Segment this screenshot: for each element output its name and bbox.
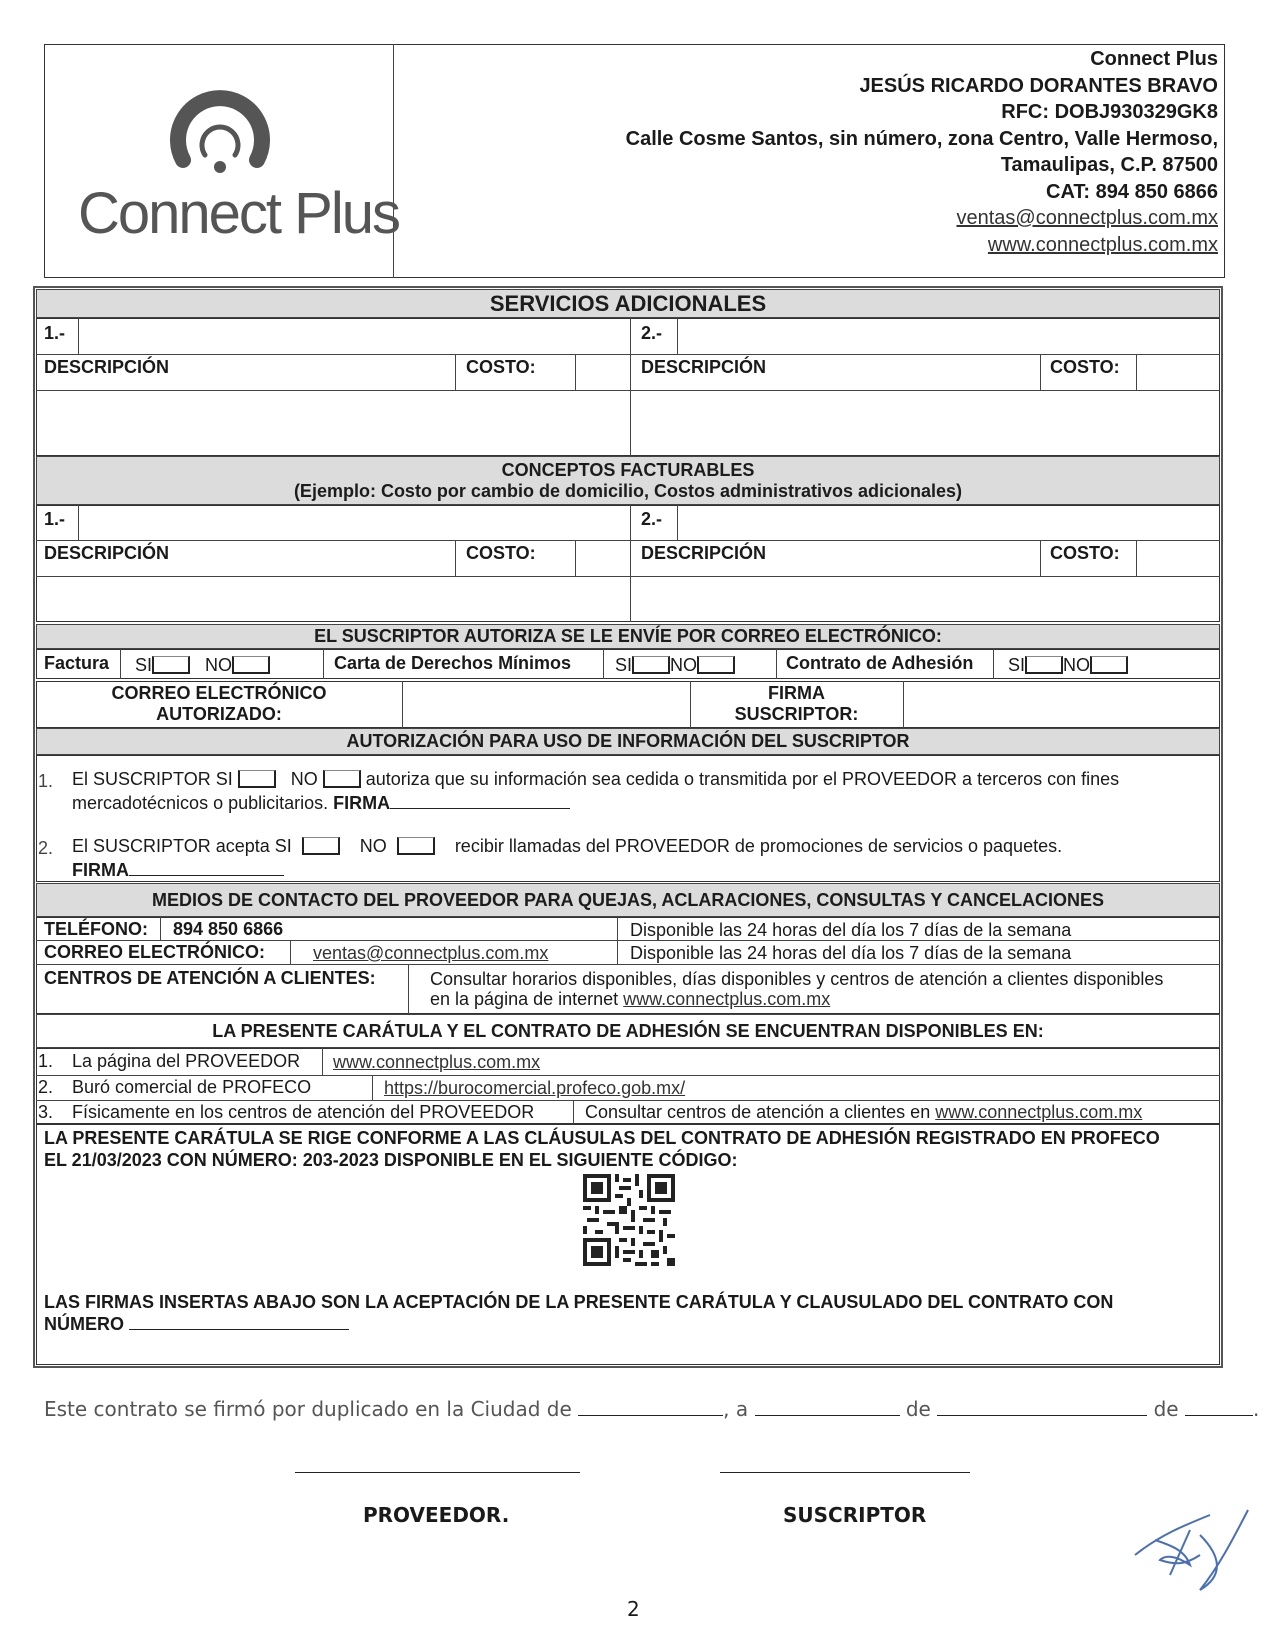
autorizacion-number-2: 2.: [38, 838, 54, 858]
servicio-2-number: 2.-: [641, 323, 663, 343]
anio-line[interactable]: [1185, 1399, 1253, 1416]
suscriptor-label: SUSCRIPTOR: [783, 1503, 927, 1527]
contrato-numero-line[interactable]: [129, 1315, 349, 1330]
header-email[interactable]: ventas@connectplus.com.mx: [956, 207, 1218, 229]
disponible-2-number: 2.: [38, 1077, 54, 1097]
owner-name: JESÚS RICARDO DORANTES BRAVO: [859, 74, 1218, 97]
contrato-label: Contrato de Adhesión: [786, 653, 974, 673]
contract-qr-code[interactable]: [583, 1174, 675, 1266]
servicios-title: SERVICIOS ADICIONALES: [36, 289, 1220, 318]
medios-title: MEDIOS DE CONTACTO DEL PROVEEDOR PARA QUEJAS, ACLARACIONES, CONSULTAS Y CANCELACIONES: [36, 883, 1220, 917]
firma-suscriptor-label: FIRMA SUSCRIPTOR:: [734, 683, 859, 724]
correo-autorizado-input[interactable]: [404, 683, 688, 726]
contrato-no-checkbox[interactable]: [1090, 656, 1128, 674]
contrato-si-checkbox[interactable]: [1025, 656, 1063, 674]
disponible-1-label: La página del PROVEEDOR: [72, 1051, 301, 1071]
logo-wordmark: [78, 180, 399, 247]
correo-autorizado-label: CORREO ELECTRÓNICO AUTORIZADO:: [111, 683, 327, 724]
terceros-firma-line[interactable]: [390, 794, 570, 809]
company-name: Connect Plus: [1090, 48, 1218, 70]
address-line-2: Tamaulipas, C.P. 87500: [1000, 154, 1218, 176]
llamadas-firma-line[interactable]: [129, 861, 284, 876]
company-logo: [70, 80, 399, 250]
company-info: [458, 46, 1218, 258]
mes-line[interactable]: [937, 1399, 1147, 1416]
servicio-2-costo-label: COSTO:: [1050, 357, 1120, 377]
factura-label: Factura: [44, 653, 110, 673]
autorizacion-title: AUTORIZACIÓN PARA USO DE INFORMACIÓN DEL SUSCRIPTOR: [36, 728, 1220, 755]
disponible-2-label: Buró comercial de PROFECO: [72, 1077, 312, 1097]
terceros-no-checkbox[interactable]: [323, 770, 361, 788]
factura-options: SI NO: [135, 655, 270, 676]
disponible-3-link[interactable]: www.connectplus.com.mx: [935, 1102, 1143, 1122]
signal-logo-icon: [165, 80, 275, 180]
concepto-1-descripcion-label: DESCRIPCIÓN: [44, 543, 170, 563]
proveedor-signature-line[interactable]: [295, 1472, 580, 1473]
correo-autoriza-title: EL SUSCRIPTOR AUTORIZA SE LE ENVÍE POR CORREO ELECTRÓNICO:: [36, 624, 1220, 649]
dia-line[interactable]: [755, 1399, 900, 1416]
concepto-2-descripcion-label: DESCRIPCIÓN: [641, 543, 767, 563]
correo-label: CORREO ELECTRÓNICO:: [44, 942, 266, 962]
llamadas-no-checkbox[interactable]: [397, 837, 435, 855]
ciudad-line[interactable]: [578, 1399, 723, 1416]
logo-text: Connect Plus: [78, 181, 399, 246]
carta-options: SI NO: [615, 655, 735, 676]
proveedor-label: PROVEEDOR.: [363, 1503, 510, 1527]
autorizacion-item-1: El SUSCRIPTOR SI NO autoriza que su información sea cedida o transmitida por el PROVEEDOR a terceros con fines mercadotécnicos o publicitarios. FIRMA: [72, 769, 1120, 813]
centros-text: Consultar horarios disponibles, días disponibles y centros de atención a clientes disponibles en la página de internet www.connectplus.com.mx: [430, 969, 1164, 1009]
firma-suscriptor-field[interactable]: [905, 683, 1218, 726]
servicio-1-descripcion-label: DESCRIPCIÓN: [44, 357, 170, 377]
disponible-1-link[interactable]: www.connectplus.com.mx: [333, 1052, 541, 1072]
autorizacion-item-2: El SUSCRIPTOR acepta SI NO recibir llamadas del PROVEEDOR de promociones de servicios o paquetes. FIRMA: [72, 836, 1063, 880]
telefono-value: 894 850 6866: [173, 919, 284, 939]
conceptos-example: (Ejemplo: Costo por cambio de domicilio, Costos administrativos adicionales): [293, 481, 963, 501]
conceptos-table: [36, 505, 1220, 622]
terceros-si-checkbox[interactable]: [238, 770, 276, 788]
disponibles-title: LA PRESENTE CARÁTULA Y EL CONTRATO DE ADHESIÓN SE ENCUENTRAN DISPONIBLES EN:: [36, 1014, 1220, 1048]
rfc: RFC: DOBJ930329GK8: [1001, 101, 1218, 123]
cat-phone: CAT: 894 850 6866: [1046, 180, 1218, 203]
page-number: 2: [627, 1597, 640, 1621]
autorizacion-number-1: 1.: [38, 771, 54, 791]
factura-no-checkbox[interactable]: [232, 656, 270, 674]
contrato-options: SI NO: [1008, 655, 1128, 676]
servicio-1-number: 1.-: [44, 323, 66, 343]
firmas-aceptacion-text: LAS FIRMAS INSERTAS ABAJO SON LA ACEPTACIÓN DE LA PRESENTE CARÁTULA Y CLAUSULADO DEL CONTRATO CON NÚMERO: [44, 1292, 1114, 1334]
disponible-3-number: 3.: [38, 1102, 54, 1122]
suscriptor-signature-line[interactable]: [720, 1472, 970, 1473]
llamadas-si-checkbox[interactable]: [302, 837, 340, 855]
address-line-1: Calle Cosme Santos, sin número, zona Centro, Valle Hermoso,: [625, 127, 1218, 150]
carta-label: Carta de Derechos Mínimos: [334, 653, 572, 673]
handwritten-initials: [1130, 1495, 1250, 1605]
servicio-1-costo-label: COSTO:: [466, 357, 536, 377]
telefono-disponibilidad: Disponible las 24 horas del día los 7 días de la semana: [630, 920, 1072, 940]
clausulas-text: LA PRESENTE CARÁTULA SE RIGE CONFORME A LAS CLÁUSULAS DEL CONTRATO DE ADHESIÓN REGISTRADO EN PROFECO EL 21/03/2023 CON NÚMERO: 203-2023 DISPONIBLE EN EL SIGUIENTE CÓDIGO:: [44, 1128, 1160, 1170]
servicio-2-descripcion-label: DESCRIPCIÓN: [641, 357, 767, 377]
concepto-1-costo-label: COSTO:: [466, 543, 536, 563]
carta-si-checkbox[interactable]: [632, 656, 670, 674]
conceptos-heading: CONCEPTOS FACTURABLES: [501, 460, 755, 480]
concepto-2-number: 2.-: [641, 509, 663, 529]
qr-code-icon: [583, 1174, 675, 1266]
disponible-3-text: Consultar centros de atención a clientes en www.connectplus.com.mx: [585, 1102, 1143, 1122]
carta-no-checkbox[interactable]: [697, 656, 735, 674]
disponible-2-link[interactable]: https://burocomercial.profeco.gob.mx/: [384, 1078, 686, 1098]
firmado-duplicado-line: Este contrato se firmó por duplicado en la Ciudad de , a de de .: [44, 1397, 1260, 1421]
conceptos-title: [36, 456, 1220, 505]
disponible-1-number: 1.: [38, 1051, 54, 1071]
telefono-label: TELÉFONO:: [44, 919, 148, 939]
disponible-3-label: Físicamente en los centros de atención del PROVEEDOR: [72, 1102, 535, 1122]
centros-link[interactable]: www.connectplus.com.mx: [623, 989, 831, 1009]
concepto-1-number: 1.-: [44, 509, 66, 529]
header-website[interactable]: www.connectplus.com.mx: [987, 233, 1218, 256]
correo-value[interactable]: ventas@connectplus.com.mx: [313, 943, 549, 963]
correo-disponibilidad: Disponible las 24 horas del día los 7 días de la semana: [630, 943, 1072, 963]
factura-si-checkbox[interactable]: [152, 656, 190, 674]
servicios-table: [36, 318, 1220, 456]
concepto-2-costo-label: COSTO:: [1050, 543, 1120, 563]
centros-label: CENTROS DE ATENCIÓN A CLIENTES:: [44, 968, 376, 988]
